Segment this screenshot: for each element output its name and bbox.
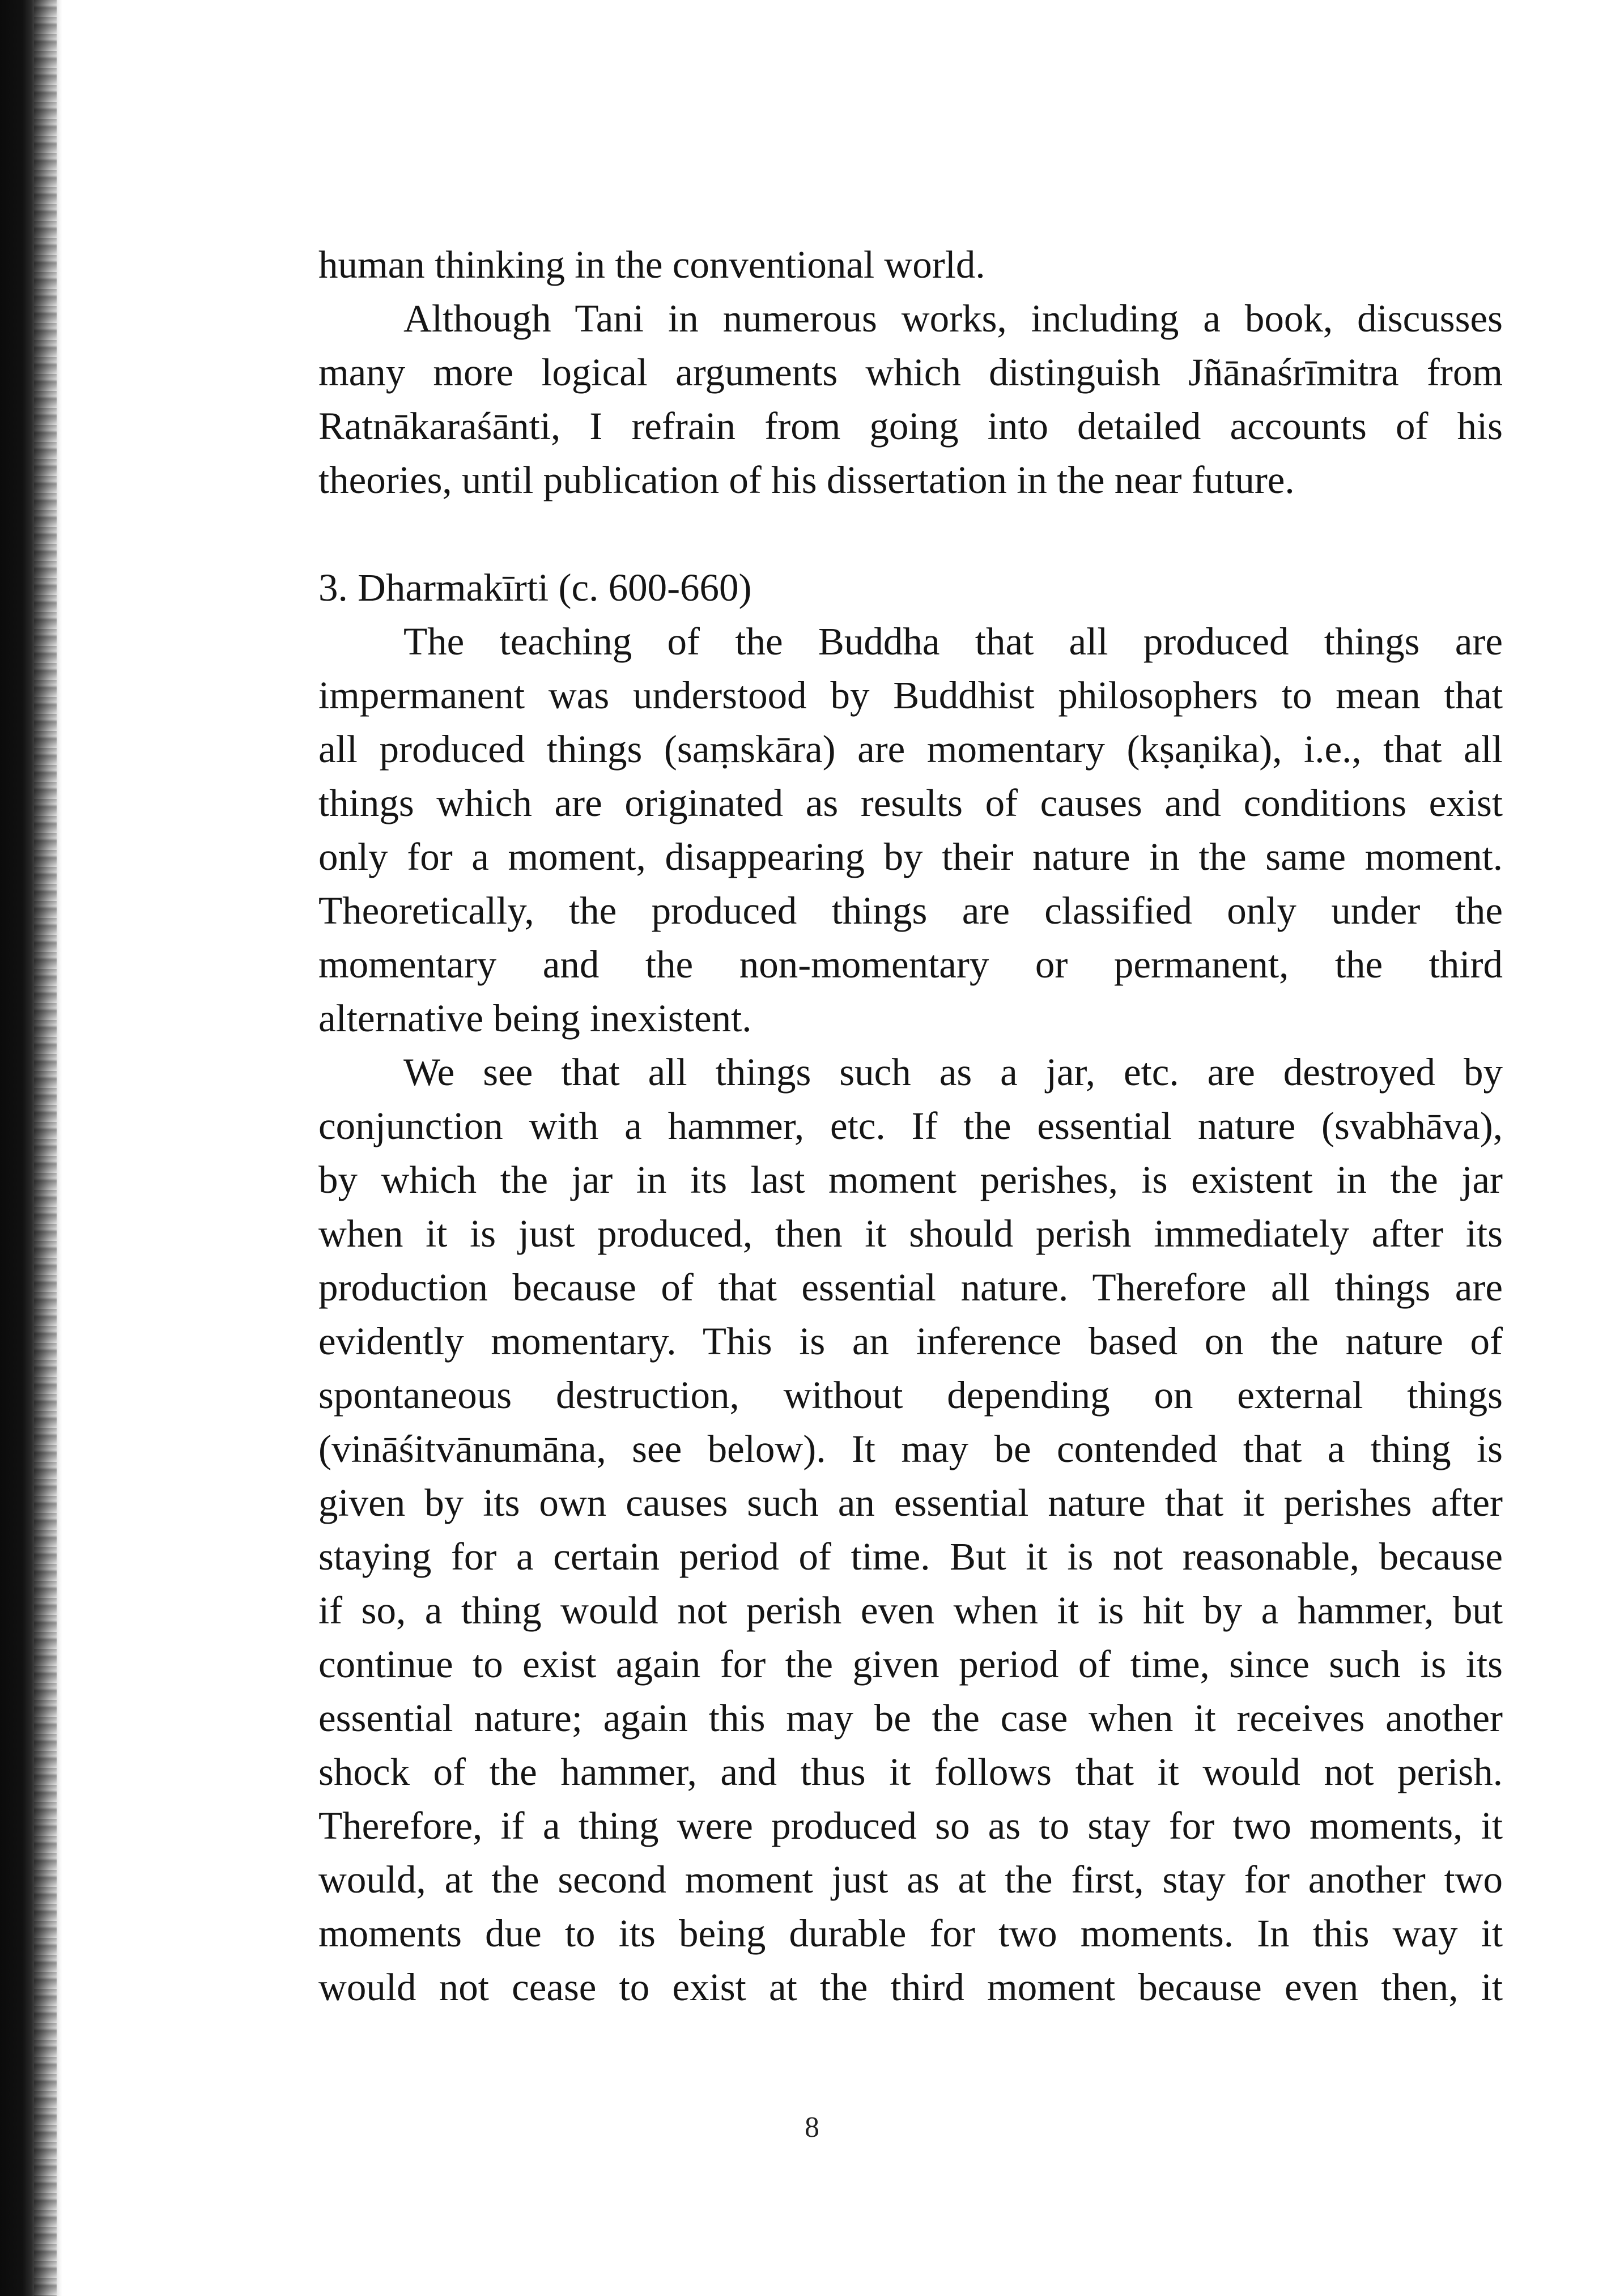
- text-line: (vināśitvānumāna, see below). It may be contended that a thing is: [318, 1427, 1503, 1470]
- text-line: Therefore, if a thing were produced so as to stay for two moments, it: [318, 1804, 1503, 1847]
- text-line: Theoretically, the produced things are classified only under the: [318, 889, 1503, 932]
- text-line: theories, until publication of his dissertation in the near future.: [318, 458, 1295, 501]
- text-line: essential nature; again this may be the case when it receives another: [318, 1697, 1503, 1740]
- text-line: evidently momentary. This is an inference based on the nature of: [318, 1320, 1503, 1363]
- text-line: when it is just produced, then it should perish immediately after its: [318, 1212, 1503, 1255]
- text-line: continue to exist again for the given period of time, since such is its: [318, 1643, 1503, 1686]
- page-number: 8: [805, 2111, 819, 2144]
- text-line: Although Tani in numerous works, including a book, discusses: [403, 297, 1503, 340]
- text-line: only for a moment, disappearing by their nature in the same moment.: [318, 835, 1503, 878]
- scanned-binding-edge: [0, 0, 62, 2296]
- text-line: many more logical arguments which distinguish Jñānaśrīmitra from: [318, 351, 1503, 394]
- text-line: by which the jar in its last moment perishes, is existent in the jar: [318, 1158, 1503, 1201]
- text-line: if so, a thing would not perish even when it is hit by a hammer, but: [318, 1589, 1503, 1632]
- text-line: production because of that essential nature. Therefore all things are: [318, 1266, 1503, 1309]
- text-line: would not cease to exist at the third moment because even then, it: [318, 1966, 1503, 2009]
- text-line: staying for a certain period of time. But it is not reasonable, because: [318, 1535, 1503, 1578]
- text-line: things which are originated as results of causes and conditions exist: [318, 781, 1503, 824]
- text-line: momentary and the non-momentary or permanent, the third: [318, 943, 1503, 986]
- text-line: would, at the second moment just as at the first, stay for another two: [318, 1858, 1503, 1901]
- section-heading: 3. Dharmakīrti (c. 600-660): [318, 566, 752, 609]
- text-line: Ratnākaraśānti, I refrain from going into detailed accounts of his: [318, 405, 1503, 448]
- text-line: The teaching of the Buddha that all produced things are: [403, 620, 1503, 663]
- text-line: shock of the hammer, and thus it follows that it would not perish.: [318, 1750, 1503, 1793]
- text-line: moments due to its being durable for two moments. In this way it: [318, 1912, 1503, 1955]
- text-line: given by its own causes such an essential nature that it perishes after: [318, 1481, 1503, 1524]
- text-line: impermanent was understood by Buddhist philosophers to mean that: [318, 674, 1503, 717]
- text-line: human thinking in the conventional world.: [318, 243, 985, 286]
- text-line: all produced things (saṃskāra) are momentary (kṣaṇika), i.e., that all: [318, 728, 1503, 771]
- text-line: spontaneous destruction, without depending on external things: [318, 1374, 1503, 1417]
- text-line: alternative being inexistent.: [318, 997, 752, 1040]
- text-line: We see that all things such as a jar, etc. are destroyed by: [403, 1051, 1503, 1094]
- page-body: [318, 238, 1503, 2014]
- text-line: conjunction with a hammer, etc. If the essential nature (svabhāva),: [318, 1104, 1503, 1147]
